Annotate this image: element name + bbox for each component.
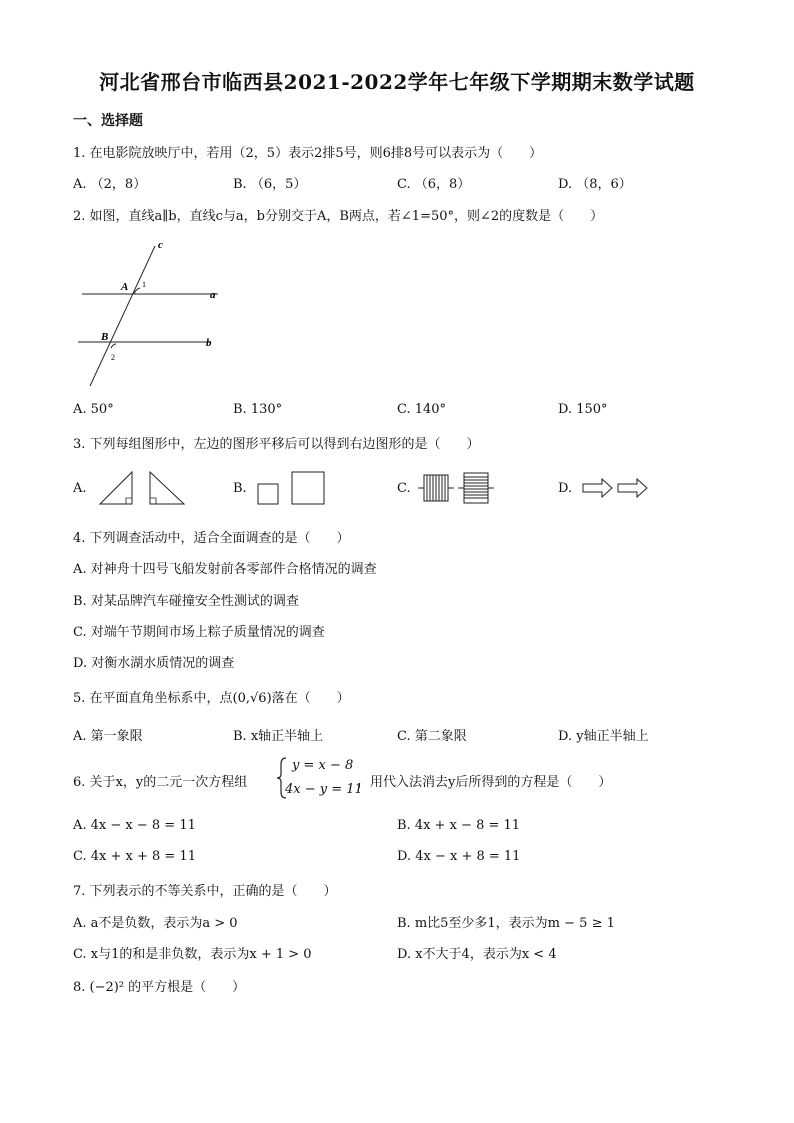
exam-title: 河北省邢台市临西县2021-2022学年七年级下学期期末数学试题 (99, 70, 695, 94)
question-1-option-c: C. （6，8） (397, 177, 471, 192)
label-point-a: A (121, 281, 129, 293)
question-4-option-c: C. 对端午节期间市场上粽子质量情况的调查 (73, 625, 325, 640)
question-1-stem: 1. 在电影院放映厅中，若用（2，5）表示2排5号，则6排8号可以表示为（ ） (73, 146, 543, 161)
small-square (258, 484, 278, 504)
large-square (292, 472, 324, 504)
arrows-figure (582, 477, 654, 499)
question-5-option-b: B. x轴正半轴上 (233, 729, 324, 744)
right-triangle (150, 472, 184, 504)
coil-left (418, 475, 454, 501)
coil-figure (418, 469, 498, 507)
triangles-figure (96, 468, 192, 508)
question-6-option-d: D. 4x − x + 8 = 11 (397, 849, 521, 864)
question-6-option-b: B. 4x + x − 8 = 11 (397, 818, 521, 833)
line-c (90, 246, 155, 386)
squares-figure (254, 468, 330, 508)
equation-2: 4x − y = 11 (285, 782, 363, 797)
question-8-stem: 8. (−2)² 的平方根是（ ） (73, 980, 246, 995)
label-b: b (206, 337, 212, 349)
label-angle-2: 2 (111, 353, 115, 362)
question-2-option-d: D. 150° (558, 402, 608, 417)
equation-1: y = x − 8 (292, 758, 354, 773)
question-3-option-c-label: C. (397, 481, 411, 496)
question-6-option-c: C. 4x + x + 8 = 11 (73, 849, 196, 864)
question-1-option-d: D. （8，6） (558, 177, 632, 192)
question-4-option-a: A. 对神舟十四号飞船发射前各零部件合格情况的调查 (73, 562, 377, 577)
label-point-b: B (101, 331, 109, 343)
label-c: c (158, 239, 163, 251)
angle-2-arc (111, 344, 116, 348)
question-3-stem: 3. 下列每组图形中，左边的图形平移后可以得到右边图形的是（ ） (73, 437, 480, 452)
question-4-option-d: D. 对衡水湖水质情况的调查 (73, 656, 235, 671)
label-a: a (210, 289, 216, 301)
label-angle-1: 1 (142, 280, 146, 289)
question-5-option-c: C. 第二象限 (397, 729, 467, 744)
question-3-option-a-label: A. (73, 481, 87, 496)
coil-right (458, 473, 494, 503)
question-6-stem-prefix: 6. 关于x，y的二元一次方程组 (73, 775, 248, 790)
right-arrow-icon (618, 479, 647, 497)
question-7-stem: 7. 下列表示的不等关系中，正确的是（ ） (73, 884, 337, 899)
question-5-option-a: A. 第一象限 (73, 729, 143, 744)
question-5-option-d: D. y轴正半轴上 (558, 729, 649, 744)
question-1-option-b: B. （6，5） (233, 177, 307, 192)
question-7-option-b: B. m比5至少多1，表示为m − 5 ≥ 1 (397, 916, 615, 931)
question-7-option-c: C. x与1的和是非负数，表示为x + 1 > 0 (73, 947, 312, 962)
left-triangle (100, 472, 132, 504)
question-3-option-b-label: B. (233, 481, 247, 496)
question-3-option-d-label: D. (558, 481, 573, 496)
left-arrow-icon (583, 479, 612, 497)
question-6-stem-suffix: ，用代入法消去y后所得到的方程是（ ） (357, 775, 612, 790)
question-5-stem: 5. 在平面直角坐标系中，点(0,√6)落在（ ） (73, 691, 350, 706)
question-2-option-b: B. 130° (233, 402, 283, 417)
question-6-option-a: A. 4x − x − 8 = 11 (73, 818, 196, 833)
question-2-option-c: C. 140° (397, 402, 447, 417)
question-7-option-a: A. a不是负数，表示为a > 0 (73, 916, 238, 931)
question-7-option-d: D. x不大于4，表示为x < 4 (397, 947, 557, 962)
section-heading: 一、选择题 (73, 113, 143, 129)
question-1-option-a: A. （2，8） (73, 177, 147, 192)
question-2-option-a: A. 50° (73, 402, 114, 417)
parallel-lines-figure (70, 236, 240, 391)
question-4-stem: 4. 下列调查活动中，适合全面调查的是（ ） (73, 531, 350, 546)
question-2-stem: 2. 如图，直线a∥b，直线c与a，b分别交于A，B两点，若∠1=50°，则∠2的度数是（ ） (73, 209, 604, 224)
question-4-option-b: B. 对某品牌汽车碰撞安全性测试的调查 (73, 594, 299, 609)
